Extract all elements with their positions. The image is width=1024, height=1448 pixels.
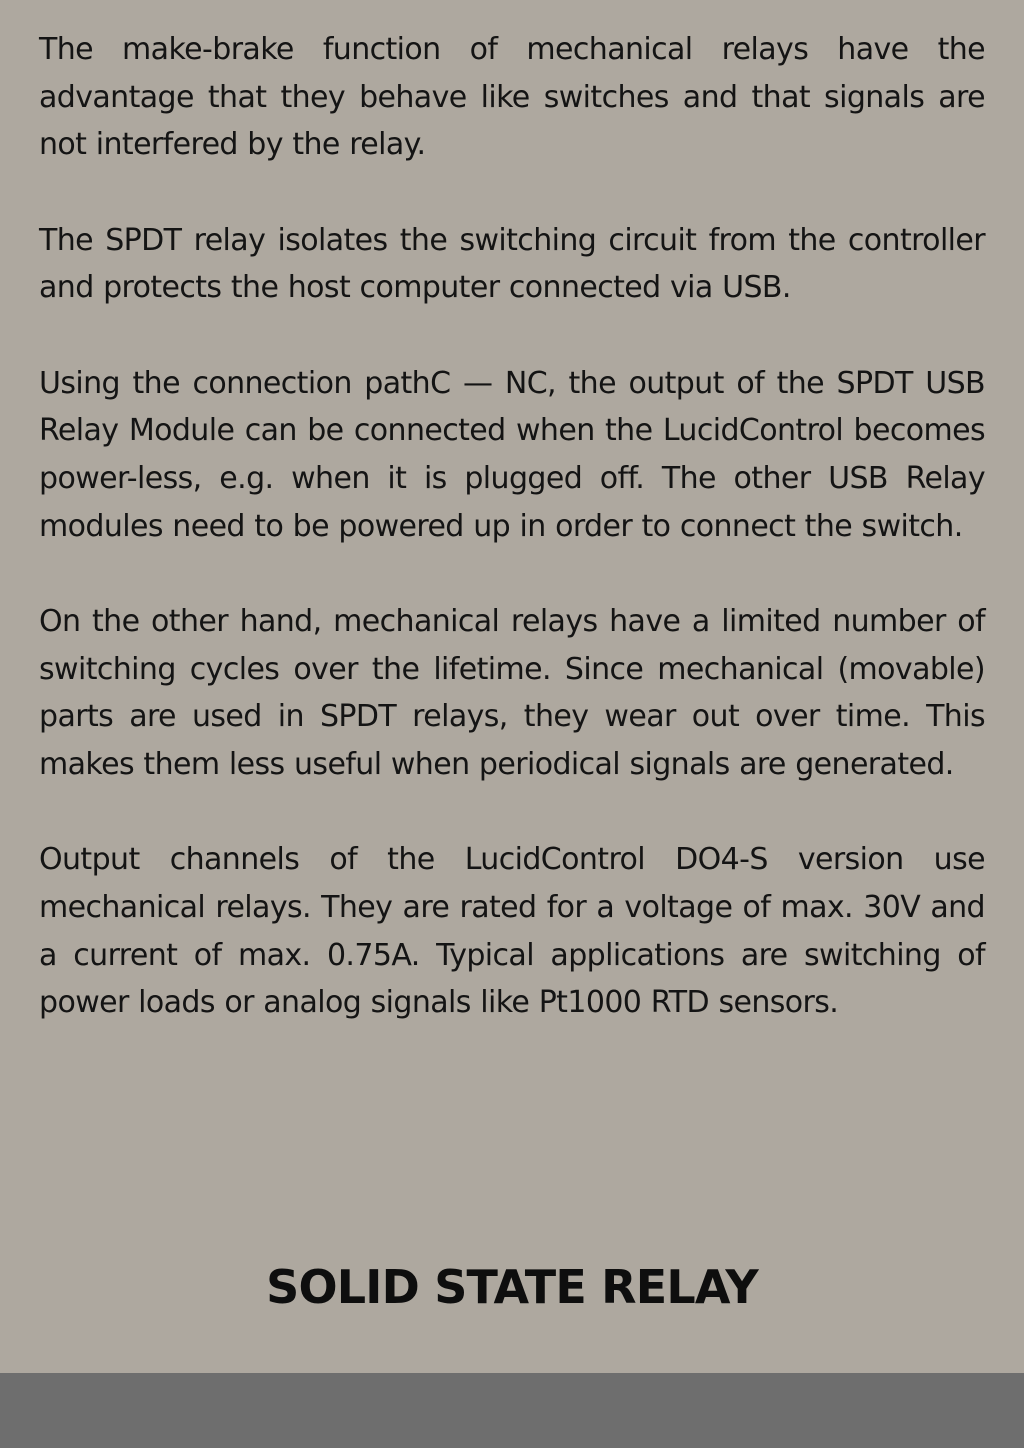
paragraph-make-brake: The make-brake function of mechanical relays have the advantage that they behave like switches and that signals are not interfered by the relay. bbox=[39, 32, 985, 163]
paragraph-spdt-isolation: The SPDT relay isolates the switching circuit from the controller and protects the host computer connected via USB. bbox=[39, 222, 985, 306]
section-heading: SOLID STATE RELAY bbox=[266, 1260, 758, 1314]
paragraph-output-channels: Output channels of the LucidControl DO4-S version use mechanical relays. They are rated for a voltage of max. 30V and a current of max. 0.75A. Typical applications are switching of power loads or analog signals like Pt1000 RTD sensors. bbox=[39, 842, 985, 1021]
footer-band bbox=[0, 1373, 1024, 1448]
document-body bbox=[39, 26, 985, 1074]
paragraph-connection-path: Using the connection pathC — NC, the output of the SPDT USB Relay Module can be connected when the LucidControl becomes power-less, e.g. when it is plugged off. The other USB Relay modules need to be powered up in order to connect the switch. bbox=[39, 365, 985, 544]
paragraph-switching-cycles: On the other hand, mechanical relays have a limited number of switching cycles over the lifetime. Since mechanical (movable) parts are used in SPDT relays, they wear out over time. This makes them less useful when periodical signals are generated. bbox=[39, 603, 985, 782]
